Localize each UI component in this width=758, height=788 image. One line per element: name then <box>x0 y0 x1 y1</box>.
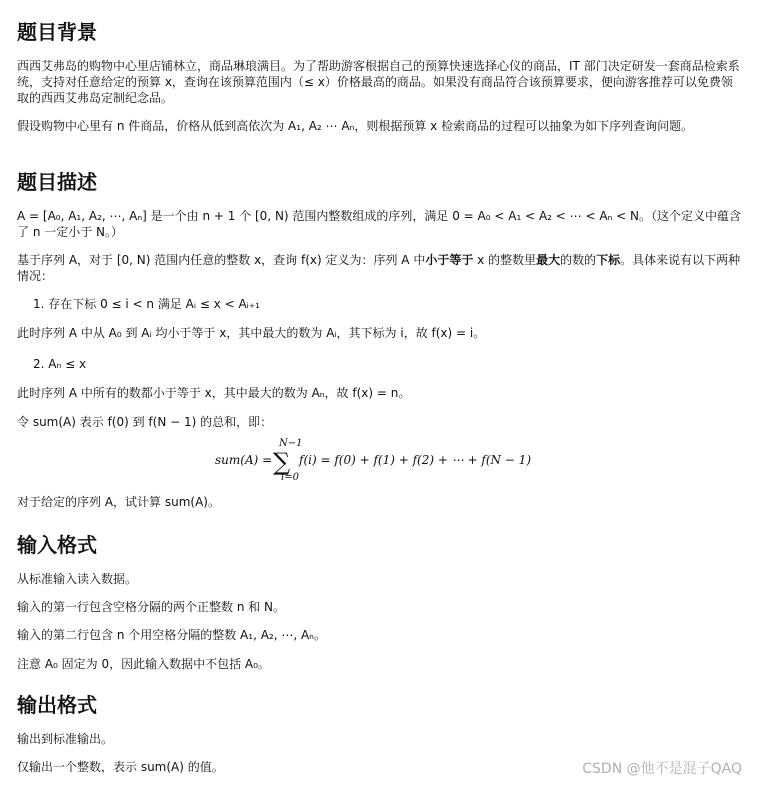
description-paragraph-4: 此时序列 A 中所有的数都小于等于 x，其中最大的数为 Aₙ，故 f(x) = n。 <box>17 386 411 400</box>
sigma-icon: ∑ <box>273 448 291 476</box>
heading-description: 题目描述 <box>17 170 97 194</box>
background-paragraph-1: 西西艾弗岛的购物中心里店铺林立，商品琳琅满目。为了帮助游客根据自己的预算快速选择心仪的商品，IT 部门决定研发一套商品检索系统，支持对任意给定的预算 x，查询在该预算范围内（≤ x）价格最高的商品。如果没有商品符合该预算要求，便向游客推荐可以免费领取的西西艾弗岛定制纪念品。 <box>17 59 740 105</box>
input-paragraph-4: 注意 A₀ 固定为 0，因此输入数据中不包括 A₀。 <box>17 657 270 671</box>
formula-upper-limit: N−1 <box>279 438 303 449</box>
sum-formula <box>215 440 555 484</box>
heading-output: 输出格式 <box>17 693 97 717</box>
formula-rhs: f(i) = f(0) + f(1) + f(2) + ⋯ + f(N − 1) <box>299 453 532 467</box>
csdn-watermark: CSDN @他不是混子QAQ <box>582 761 742 777</box>
description-paragraph-5: 令 sum(A) 表示 f(0) 到 f(N − 1) 的总和，即： <box>17 415 273 429</box>
input-paragraph-2: 输入的第一行包含空格分隔的两个正整数 n 和 N。 <box>17 600 286 614</box>
description-paragraph-3: 此时序列 A 中从 A₀ 到 Aᵢ 均小于等于 x，其中最大的数为 Aᵢ，其下标为 i，故 f(x) = i。 <box>17 326 486 340</box>
description-paragraph-2: 基于序列 A，对于 [0, N) 范围内任意的整数 x，查询 f(x) 定义为：序列 A 中小于等于 x 的整数里最大的数的下标。具体来说有以下两种情况： <box>17 253 741 283</box>
input-paragraph-1: 从标准输入读入数据。 <box>17 572 138 586</box>
heading-input: 输入格式 <box>17 533 97 557</box>
case-item-2: 2. Aₙ ≤ x <box>33 357 87 371</box>
heading-background: 题目背景 <box>17 20 97 44</box>
bold-less-equal: 小于等于 <box>425 253 474 267</box>
bold-index: 下标 <box>596 253 621 267</box>
description-paragraph-6: 对于给定的序列 A，试计算 sum(A)。 <box>17 495 220 509</box>
description-paragraph-1: A = [A₀, A₁, A₂, ⋯, Aₙ] 是一个由 n + 1 个 [0, N) 范围内整数组成的序列，满足 0 = A₀ < A₁ < A₂ < ⋯ < Aₙ < N。（这个定义中蕴含了 n 一定小于 N。） <box>17 209 741 239</box>
input-paragraph-3: 输入的第二行包含 n 个用空格分隔的整数 A₁, A₂, ⋯, Aₙ。 <box>17 628 326 642</box>
output-paragraph-2: 仅输出一个整数，表示 sum(A) 的值。 <box>17 760 224 774</box>
case-item-1: 1. 存在下标 0 ≤ i < n 满足 Aᵢ ≤ x < Aᵢ₊₁ <box>33 297 260 311</box>
formula-lower-limit: i=0 <box>281 472 299 483</box>
bold-max: 最大 <box>536 253 561 267</box>
output-paragraph-1: 输出到标准输出。 <box>17 732 114 746</box>
formula-lhs: sum(A) = <box>215 453 273 467</box>
background-paragraph-2: 假设购物中心里有 n 件商品，价格从低到高依次为 A₁, A₂ ⋯ Aₙ，则根据预算 x 检索商品的过程可以抽象为如下序列查询问题。 <box>17 119 694 133</box>
